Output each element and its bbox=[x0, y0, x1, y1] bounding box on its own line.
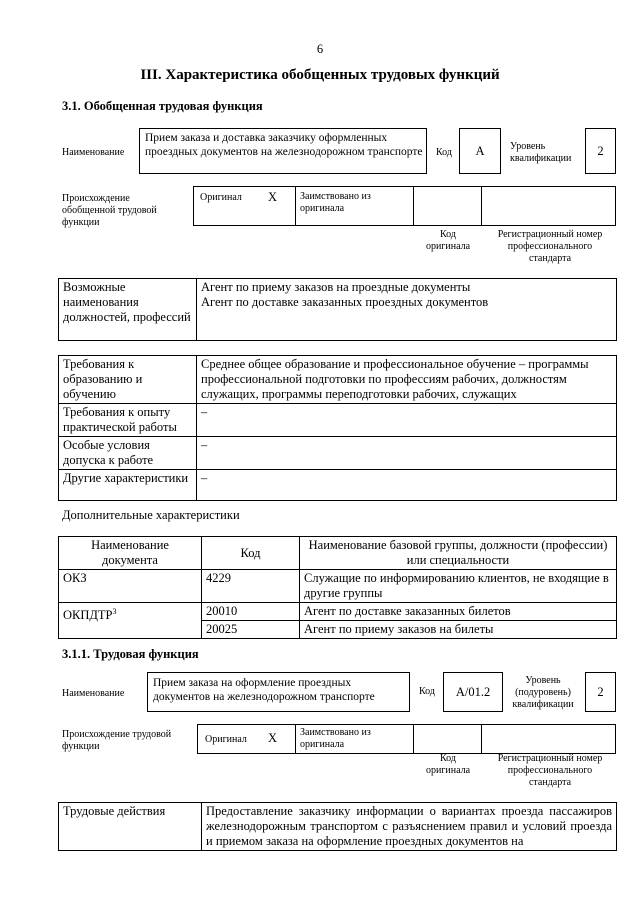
positions-table bbox=[58, 278, 617, 341]
tf-code-box bbox=[443, 672, 503, 712]
additional-code: 20025 bbox=[202, 621, 300, 639]
additional-name: Служащие по информированию клиентов, не входящие в другие группы bbox=[300, 570, 617, 603]
labor-actions-label: Трудовые действия bbox=[59, 803, 202, 851]
labor-actions-value: Предоставление заказчику информации о вариантах проезда пассажиров железнодорожным транспортом с разъяснением правил и условий проезда и приемом заказа на оформление проездных документов на bbox=[202, 803, 617, 851]
requirement-value: – bbox=[197, 404, 617, 437]
gtf-original-label: Оригинал bbox=[200, 192, 242, 203]
gtf-code-original-label: Код оригинала bbox=[425, 229, 471, 252]
additional-title: Дополнительные характеристики bbox=[62, 508, 240, 522]
gtf-original-mark: X bbox=[268, 190, 278, 204]
gtf-origin-label: Происхождение обобщенной трудовой функции bbox=[62, 193, 157, 228]
gtf-name-value: Прием заказа и доставка заказчику оформленных проездных документов на железнодорожном транспорте bbox=[145, 132, 423, 158]
tf-name-label: Наименование bbox=[62, 688, 125, 699]
position-item: Агент по приему заказов на проездные документы bbox=[201, 280, 471, 294]
requirement-value: Среднее общее образование и профессиональное обучение – программы профессиональной подготовки по профессиям рабочих, должностям служащих, программы переподготовки рабочих, служащих bbox=[197, 356, 617, 404]
tf-code-label: Код bbox=[419, 686, 435, 697]
requirement-value: – bbox=[197, 470, 617, 501]
gtf-code-label: Код bbox=[436, 147, 452, 158]
requirement-row bbox=[59, 404, 617, 437]
tf-borrowed-label: Заимствовано из оригинала bbox=[300, 727, 371, 750]
footnote-mark: 3 bbox=[112, 607, 117, 616]
additional-doc: ОКЗ bbox=[59, 570, 202, 603]
tf-level-box bbox=[585, 672, 616, 712]
section-3-1-heading: 3.1. Обобщенная трудовая функция bbox=[62, 99, 263, 113]
gtf-reg-number-label: Регистрационный номер профессионального стандарта bbox=[497, 229, 603, 264]
additional-row bbox=[59, 603, 617, 621]
tf-original-mark: X bbox=[268, 731, 278, 745]
requirement-value: – bbox=[197, 437, 617, 470]
tf-level-label: Уровень (подуровень) квалификации bbox=[512, 675, 574, 710]
page-number: 6 bbox=[316, 42, 324, 56]
requirement-label: Требования к образованию и обучению bbox=[59, 356, 197, 404]
requirement-row bbox=[59, 437, 617, 470]
header-document: Наименование документа bbox=[59, 537, 202, 570]
gtf-name-label: Наименование bbox=[62, 147, 125, 158]
gtf-level-label: Уровень квалификации bbox=[510, 141, 572, 164]
gtf-name-box bbox=[139, 128, 427, 174]
tf-level-value: 2 bbox=[597, 685, 604, 699]
gtf-code-box bbox=[459, 128, 501, 174]
section-3-1-1-heading: 3.1.1. Трудовая функция bbox=[62, 647, 199, 661]
positions-label: Возможные наименования должностей, профессий bbox=[59, 279, 197, 341]
additional-doc bbox=[59, 603, 202, 639]
gtf-code-value: A bbox=[475, 144, 485, 158]
additional-name: Агент по приему заказов на билеты bbox=[300, 621, 617, 639]
tf-code-value: A/01.2 bbox=[455, 685, 491, 699]
positions-values bbox=[197, 279, 617, 341]
tf-name-value: Прием заказа на оформление проездных документов на железнодорожном транспорте bbox=[153, 677, 375, 703]
additional-name: Агент по доставке заказанных билетов bbox=[300, 603, 617, 621]
tf-origin-label: Происхождение трудовой функции bbox=[62, 729, 172, 752]
gtf-level-value: 2 bbox=[597, 144, 604, 158]
section-title: III. Характеристика обобщенных трудовых функций bbox=[140, 67, 500, 83]
position-item: Агент по доставке заказанных проездных документов bbox=[201, 295, 489, 309]
additional-header-row bbox=[59, 537, 617, 570]
tf-reg-number-label: Регистрационный номер профессионального стандарта bbox=[497, 753, 603, 788]
tf-name-box bbox=[147, 672, 410, 712]
header-group-name: Наименование базовой группы, должности (профессии) или специальности bbox=[300, 537, 617, 570]
tf-code-original-label: Код оригинала bbox=[425, 753, 471, 776]
additional-code: 20010 bbox=[202, 603, 300, 621]
requirement-label: Особые условия допуска к работе bbox=[59, 437, 197, 470]
requirement-label: Требования к опыту практической работы bbox=[59, 404, 197, 437]
additional-table bbox=[58, 536, 617, 639]
requirement-row bbox=[59, 470, 617, 501]
additional-row bbox=[59, 570, 617, 603]
labor-actions-row bbox=[59, 803, 617, 851]
header-code: Код bbox=[202, 537, 300, 570]
gtf-borrowed-label: Заимствовано из оригинала bbox=[300, 191, 371, 214]
additional-doc-text: ОКПДТР bbox=[63, 608, 113, 623]
gtf-level-box bbox=[585, 128, 616, 174]
additional-code: 4229 bbox=[202, 570, 300, 603]
requirement-label: Другие характеристики bbox=[59, 470, 197, 501]
requirements-table bbox=[58, 355, 617, 501]
requirement-row bbox=[59, 356, 617, 404]
tf-original-label: Оригинал bbox=[205, 734, 247, 745]
labor-actions-table bbox=[58, 802, 617, 851]
